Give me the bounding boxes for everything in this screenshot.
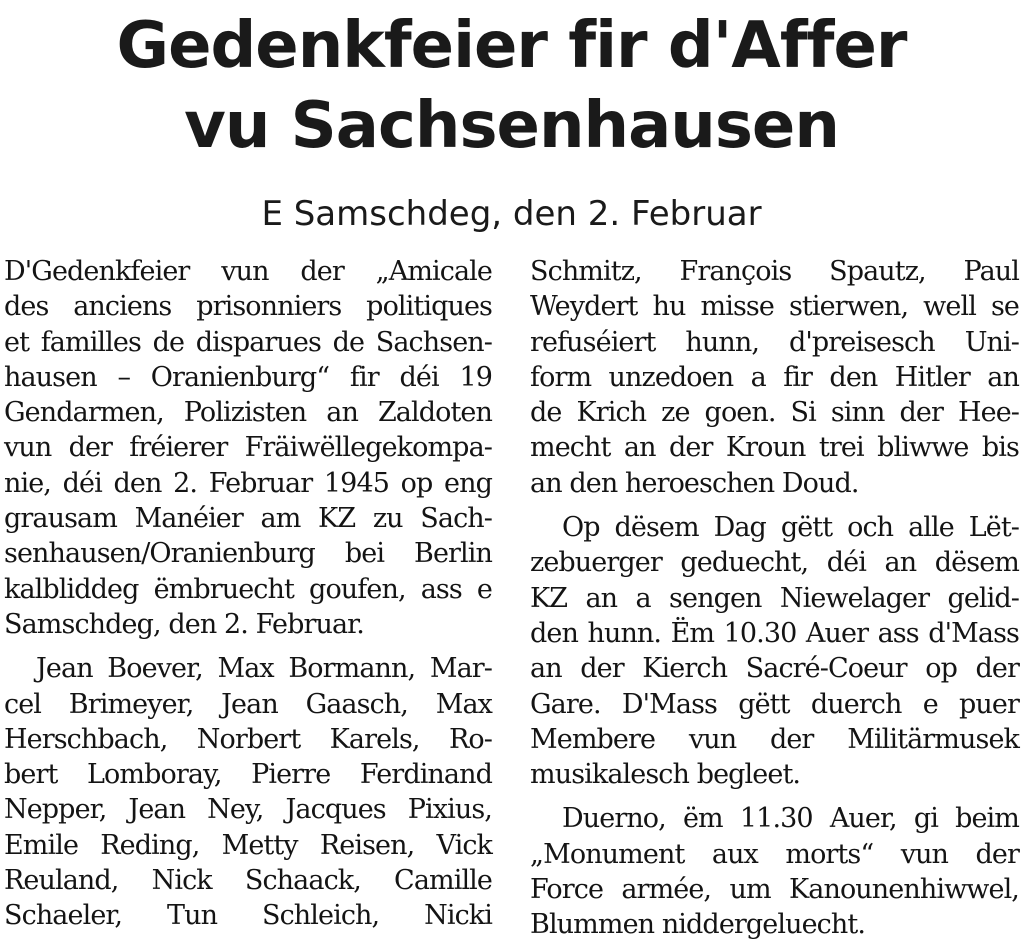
text-line: an der Kierch Sacré-Coeur op der	[530, 653, 1019, 685]
text-line: Force armée, um Kanounenhiwwel,	[530, 874, 1019, 906]
text-line: Herschbach, Norbert Karels, Ro-	[4, 723, 492, 755]
subheadline: E Samschdeg, den 2. Februar	[261, 194, 762, 234]
text-line: KZ an a sengen Niewelager gelid-	[530, 582, 1019, 614]
text-line: Blummen niddergeluecht.	[530, 909, 866, 941]
text-line: Jean Boever, Max Bormann, Mar-	[36, 653, 492, 685]
headline-line-2: vu Sachsenhausen	[184, 89, 839, 163]
text-line: „Monument aux morts“ vun der	[530, 838, 1019, 870]
text-line: D'Gedenkfeier vun der „Amicale	[4, 256, 492, 287]
text-line: Schaeler, Tun Schleich, Nicki	[4, 900, 492, 932]
text-line: grausam Manéier am KZ zu Sach-	[4, 503, 492, 535]
text-line: vun der fréierer Fräiwëllegekompa-	[4, 432, 492, 464]
text-line: an den heroeschen Doud.	[530, 467, 859, 499]
text-line: et familles de disparues de Sachsen-	[4, 326, 492, 358]
text-line: refuséiert hunn, d'preisesch Uni-	[530, 326, 1019, 358]
text-line: Schmitz, François Spautz, Paul	[530, 256, 1019, 287]
paragraph-1	[4, 254, 492, 642]
text-line: Samschdeg, den 2. Februar.	[4, 608, 364, 640]
text-line: hausen – Oranienburg“ fir déi 19	[4, 361, 492, 393]
article-column-left	[4, 254, 492, 934]
text-line: Reuland, Nick Schaack, Camille	[4, 865, 492, 897]
text-line: musikalesch begleet.	[530, 759, 801, 791]
text-line: nie, déi den 2. Februar 1945 op eng	[4, 467, 492, 499]
text-line: Duerno, ëm 11.30 Auer, gi beim	[562, 803, 1019, 835]
article-column-right	[530, 254, 1019, 943]
paragraph-gap	[530, 792, 1019, 801]
text-line: senhausen/Oranienburg bei Berlin	[4, 538, 492, 570]
text-line: zebuerger geduecht, déi an dësem	[530, 547, 1019, 579]
headline	[0, 6, 1023, 166]
text-line: form unzedoen a fir den Hitler an	[530, 361, 1019, 393]
text-line: cel Brimeyer, Jean Gaasch, Max	[4, 688, 492, 720]
text-line: des anciens prisonniers politiques	[4, 291, 492, 323]
paragraph-4	[530, 801, 1019, 942]
paragraph-gap	[530, 501, 1019, 510]
text-line: kalbliddeg ëmbruecht goufen, ass e	[4, 573, 492, 605]
text-line: Membere vun der Militärmusek	[530, 723, 1019, 755]
headline-line-1: Gedenkfeier fir d'Affer	[116, 9, 907, 83]
text-line: Emile Reding, Metty Reisen, Vick	[4, 829, 492, 861]
text-line: Op dësem Dag gëtt och alle Lët-	[562, 512, 1019, 544]
paragraph-3	[530, 510, 1019, 792]
paragraph-2	[4, 651, 492, 933]
paragraph-gap	[4, 642, 492, 651]
text-line: Gendarmen, Polizisten an Zaldoten	[4, 397, 492, 429]
text-line: Weydert hu misse stierwen, well se	[530, 291, 1019, 323]
text-line: Nepper, Jean Ney, Jacques Pixius,	[4, 794, 492, 826]
text-line: den hunn. Ëm 10.30 Auer ass d'Mass	[530, 617, 1019, 649]
text-line: mecht an der Kroun trei bliwwe bis	[530, 432, 1019, 464]
text-line: Gare. D'Mass gëtt duerch e puer	[530, 688, 1019, 720]
paragraph-2-continued	[530, 254, 1019, 501]
text-line: bert Lomboray, Pierre Ferdinand	[4, 759, 492, 791]
text-line: de Krich ze goen. Si sinn der Hee-	[530, 397, 1019, 429]
